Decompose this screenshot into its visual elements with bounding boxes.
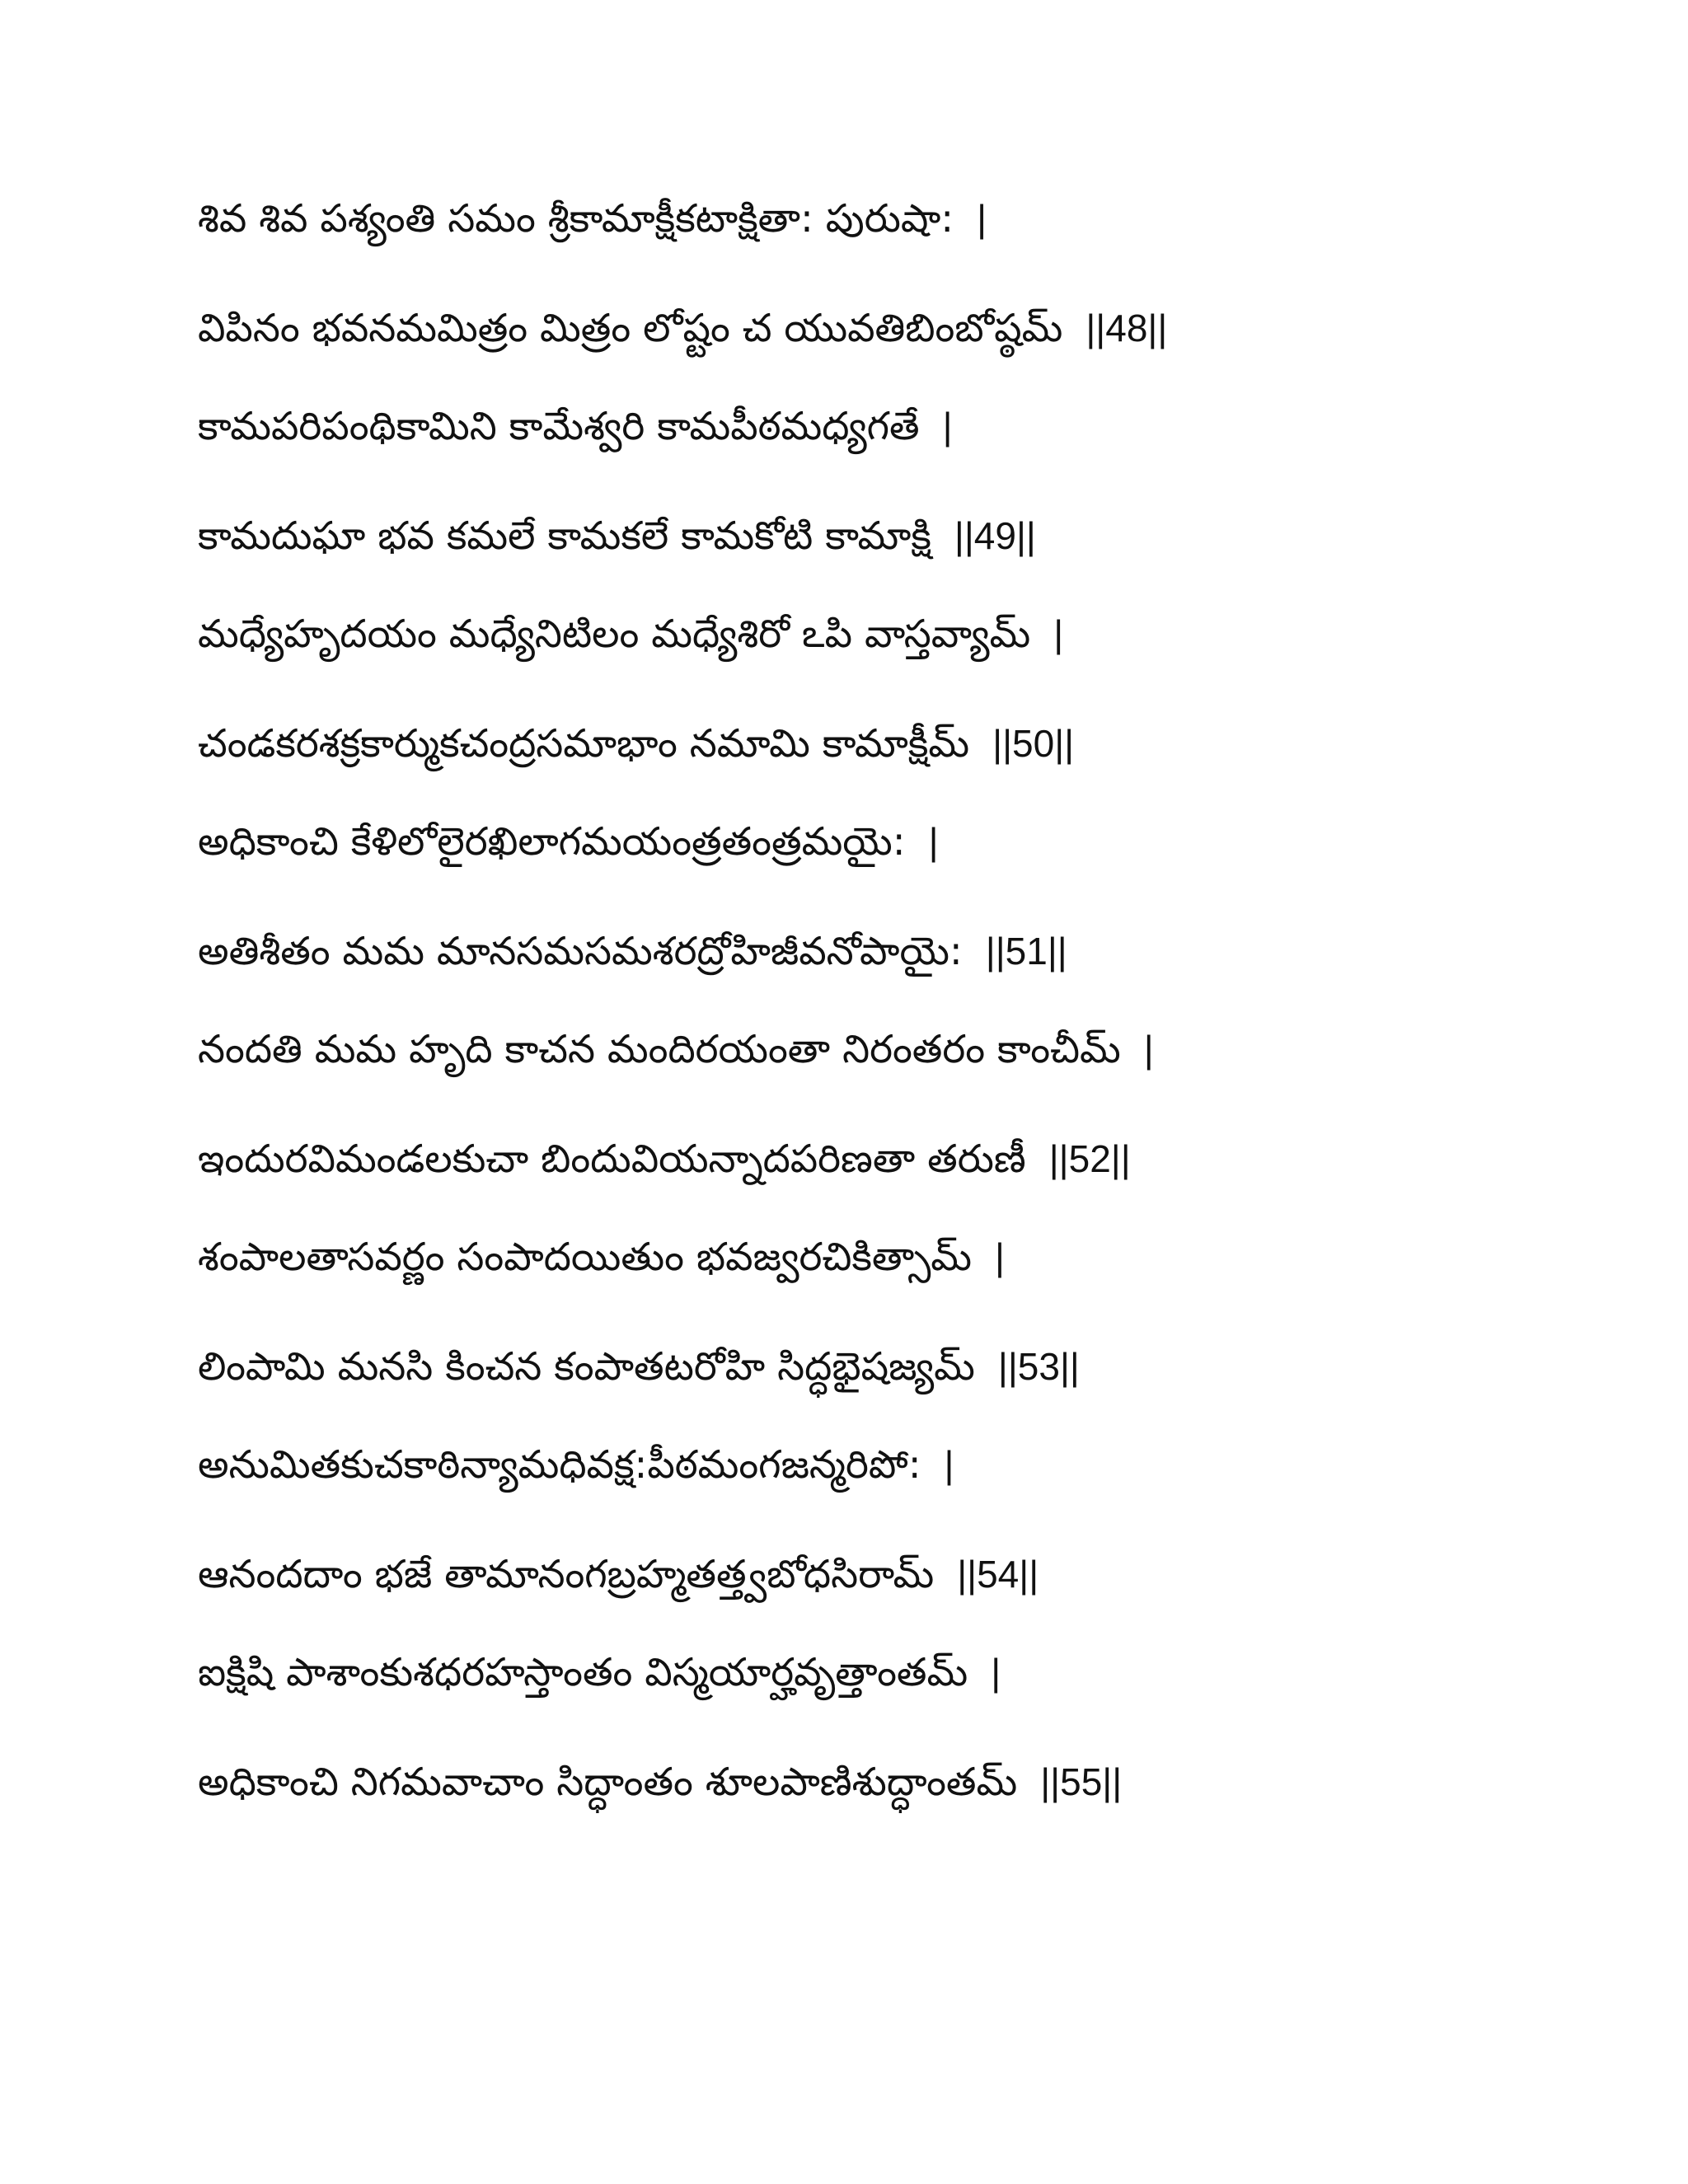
verse-line-first [198, 607, 1599, 662]
verse-line-first [198, 1645, 1599, 1700]
verse-text: లింపామి మనసి కించన కంపాతటరోహి సిద్ధభైషజ్యమ్ [198, 1344, 975, 1390]
verse-text: కామదుఘా భవ కమలే కామకలే కామకోటి కామాక్షి [198, 513, 931, 559]
verse-number: ||50|| [992, 722, 1075, 765]
verse-line-second [198, 1755, 1599, 1810]
verse-text: అనుమితకుచకాఠిన్యామధివక్ష:పీఠమంగజన్మరిపో: [198, 1442, 921, 1488]
verse-49 [198, 399, 1599, 564]
verse-separator: | [977, 197, 987, 240]
verse-separator: | [1053, 612, 1064, 655]
verse-number: ||52|| [1048, 1137, 1131, 1180]
verse-text: అధికాంచి నిగమవాచాం సిద్ధాంతం శూలపాణిశుద్ధాంతమ్ [198, 1760, 1018, 1805]
verse-text: శివ శివ పశ్యంతి సమం శ్రీకామాక్షీకటాక్షితా: పురుషా: [198, 196, 954, 241]
verse-separator: | [944, 1443, 954, 1486]
verse-text: ఆనందదాం భజే తామానంగబ్రహ్మతత్త్వబోధసిరామ్ [198, 1552, 935, 1597]
verse-text: ఇందురవిమండలకుచా బిందువియన్నాదపరిణతా తరుణీ [198, 1137, 1026, 1182]
verse-line-first [198, 1022, 1599, 1077]
verse-list [198, 191, 1599, 1853]
verse-line-second [198, 301, 1599, 356]
verse-text: నందతి మమ హృది కాచన మందిరయంతా నిరంతరం కాంచీమ్ [198, 1027, 1121, 1072]
verse-text: ఐక్షిషి పాశాంకుశధరహస్తాంతం విస్మయార్హవృత్తాంతమ్ [198, 1650, 968, 1695]
verse-48 [198, 191, 1599, 356]
verse-separator: | [995, 1235, 1005, 1278]
verse-text: కామపరిపంథికామిని కామేశ్వరి కామపీఠమధ్యగతే [198, 404, 920, 449]
verse-text: విపినం భవనమమిత్రం మిత్రం లోష్టం చ యువతిబింబోష్ఠమ్ [198, 306, 1063, 351]
verse-52 [198, 1022, 1599, 1187]
verse-line-second [198, 924, 1599, 979]
verse-text: అధికాంచి కేళిలోలైరఖిలాగమయంత్రతంత్రమయై: [198, 819, 906, 865]
verse-number: ||48|| [1085, 307, 1168, 349]
verse-separator: | [1143, 1028, 1154, 1071]
verse-line-first [198, 1437, 1599, 1493]
verse-text: చండకరశక్రకార్ముకచంద్రసమాభాం నమామి కామాక్షీమ్ [198, 721, 970, 766]
verse-separator: | [928, 820, 939, 863]
verse-55 [198, 1645, 1599, 1810]
verse-line-first [198, 814, 1599, 869]
verse-number: ||51|| [985, 930, 1067, 972]
verse-50 [198, 607, 1599, 771]
verse-54 [198, 1437, 1599, 1602]
verse-number: ||49|| [954, 514, 1036, 557]
verse-separator: | [942, 405, 953, 448]
verse-text: శంపాలతాసవర్ణం సంపాదయితుం భవజ్వరచికిత్సామ్ [198, 1235, 972, 1280]
verse-number: ||54|| [957, 1553, 1039, 1596]
verse-line-first [198, 399, 1599, 454]
verse-line-second [198, 1547, 1599, 1602]
verse-separator: | [991, 1651, 1001, 1694]
verse-line-second [198, 1132, 1599, 1187]
verse-line-first [198, 1230, 1599, 1285]
verse-51 [198, 814, 1599, 979]
verse-text: మధ్యేహృదయం మధ్యేనిటిలం మధ్యేశిరో ఽపి వాస్తవ్యామ్ [198, 612, 1031, 657]
verse-number: ||53|| [997, 1345, 1080, 1388]
verse-number: ||55|| [1040, 1760, 1123, 1803]
verse-line-second [198, 716, 1599, 771]
verse-line-second [198, 509, 1599, 564]
verse-line-first [198, 191, 1599, 246]
verse-53 [198, 1230, 1599, 1394]
verse-line-second [198, 1339, 1599, 1394]
verse-text: అతిశీతం మమ మానసమసమశరద్రోహిజీవనోపాయై: [198, 929, 963, 974]
